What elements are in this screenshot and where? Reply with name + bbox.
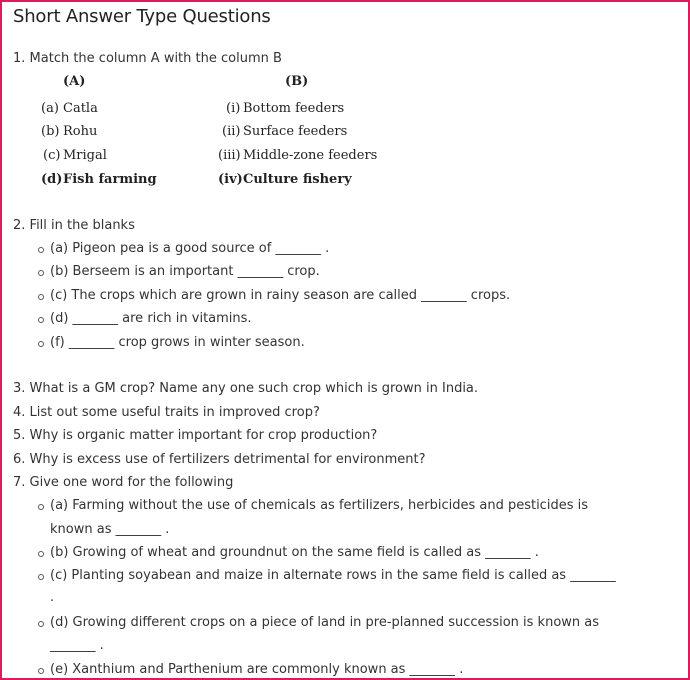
bullet-icon (38, 504, 44, 510)
question-1: 1. Match the column A with the column B (13, 51, 282, 66)
question-5: 5. Why is organic matter important for crop production? (13, 428, 378, 443)
blank-item-b: (b) Berseem is an important _______ crop. (50, 264, 320, 279)
one-word-b: (b) Growing of wheat and groundnut on the same field is called as _______ . (50, 545, 539, 560)
bullet-icon (38, 621, 44, 627)
row-c-value: Mrigal (63, 148, 107, 163)
column-a-header: (A) (63, 74, 86, 89)
bullet-icon (38, 294, 44, 300)
row-c-key: (c) (43, 148, 61, 163)
row-d-value: Fish farming (63, 172, 157, 187)
blank-item-f: (f) _______ crop grows in winter season. (50, 335, 305, 350)
row-ii-value: Surface feeders (243, 124, 348, 139)
page-title: Short Answer Type Questions (13, 6, 271, 27)
column-b-header: (B) (285, 74, 309, 89)
row-i-value: Bottom feeders (243, 101, 345, 116)
bullet-icon (38, 247, 44, 253)
bullet-icon (38, 574, 44, 580)
row-b-key: (b) (41, 124, 60, 139)
one-word-a-line1: (a) Farming without the use of chemicals as fertilizers, herbicides and pesticides is (50, 498, 588, 513)
row-iii-key: (iii) (218, 148, 241, 163)
one-word-e: (e) Xanthium and Parthenium are commonly known as _______ . (50, 662, 464, 677)
blank-item-c: (c) The crops which are grown in rainy season are called _______ crops. (50, 288, 511, 303)
row-d-key: (d) (41, 172, 63, 187)
question-2: 2. Fill in the blanks (13, 218, 135, 233)
one-word-d-line1: (d) Growing different crops on a piece of land in pre-planned succession is known as (50, 615, 600, 630)
question-3: 3. What is a GM crop? Name any one such crop which is grown in India. (13, 381, 479, 396)
bullet-icon (38, 270, 44, 276)
bullet-icon (38, 551, 44, 557)
one-word-c-line1: (c) Planting soyabean and maize in alternate rows in the same field is called as _______ (50, 568, 616, 583)
question-4: 4. List out some useful traits in improved crop? (13, 405, 320, 420)
row-b-value: Rohu (63, 124, 98, 139)
row-ii-key: (ii) (222, 124, 241, 139)
row-iv-value: Culture fishery (243, 172, 352, 187)
bullet-icon (38, 668, 44, 674)
bullet-icon (38, 317, 44, 323)
blank-item-a: (a) Pigeon pea is a good source of _______ . (50, 241, 330, 256)
row-i-key: (i) (226, 101, 241, 116)
question-7: 7. Give one word for the following (13, 475, 234, 490)
row-a-value: Catla (63, 101, 98, 116)
blank-item-d: (d) _______ are rich in vitamins. (50, 311, 252, 326)
bullet-icon (38, 341, 44, 347)
one-word-d-line2: _______ . (50, 638, 104, 653)
row-iv-key: (iv) (218, 172, 243, 187)
row-iii-value: Middle-zone feeders (243, 148, 378, 163)
one-word-a-line2: known as _______ . (50, 522, 170, 537)
row-a-key: (a) (41, 101, 59, 116)
one-word-c-line2: . (50, 590, 55, 605)
question-6: 6. Why is excess use of fertilizers detrimental for environment? (13, 452, 426, 467)
